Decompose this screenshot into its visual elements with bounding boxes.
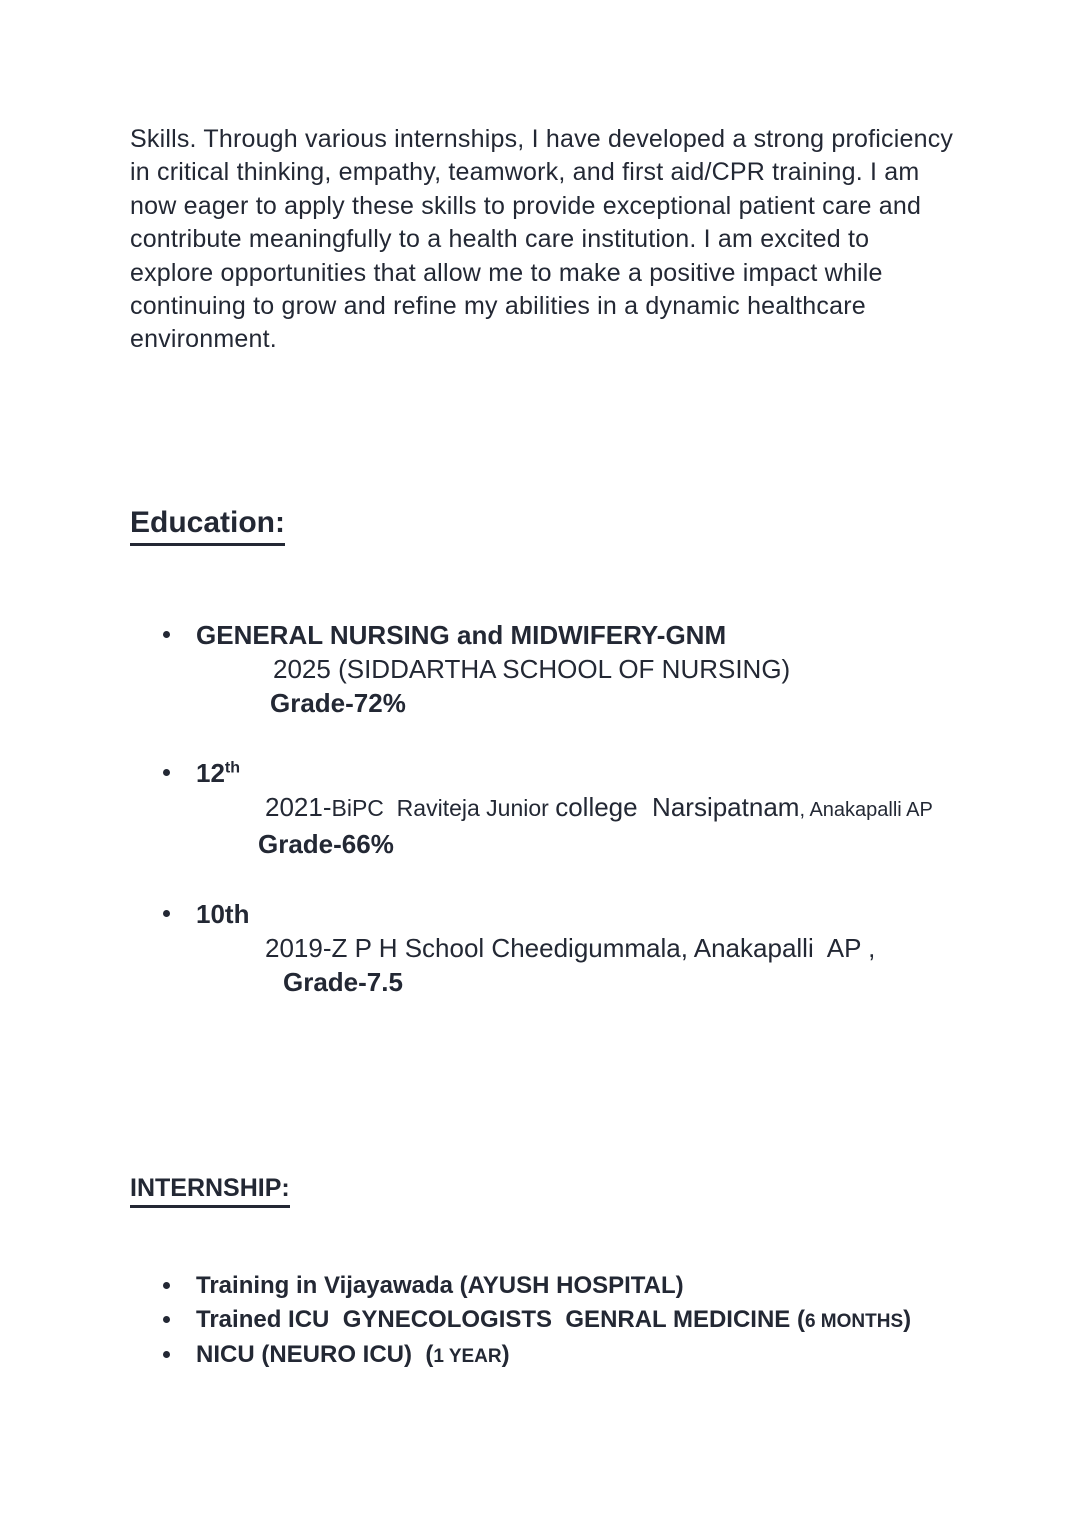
education-item-title: 12th: [196, 757, 241, 788]
education-item-title: GENERAL NURSING and MIDWIFERY-GNM: [196, 619, 727, 650]
education-item-10th: [130, 897, 980, 999]
ordinal-suffix: th: [224, 759, 241, 777]
education-item-grade: Grade-66%: [258, 828, 394, 859]
internship-heading: INTERNSHIP:: [130, 1173, 290, 1208]
bullet-icon: [130, 618, 196, 638]
bullet-icon: [130, 1339, 196, 1358]
summary-paragraph: [130, 123, 980, 357]
summary-line: now eager to apply these skills to provide exceptional patient care and: [130, 191, 922, 220]
summary-line: continuing to grow and refine my abilities in a dynamic healthcare: [130, 292, 866, 321]
education-heading: Education:: [130, 505, 285, 546]
summary-line: contribute meaningfully to a health care institution. I am excited to: [130, 225, 870, 254]
bullet-icon: [130, 1304, 196, 1323]
education-item-gnm: [130, 618, 980, 720]
internship-item-text: Trained ICU GYNECOLOGISTS GENRAL MEDICINE (6 MONTHS): [196, 1306, 912, 1334]
education-list: [130, 618, 980, 999]
education-item-detail: 2021-BiPC Raviteja Junior college Narsipatnam, Anakapalli AP: [265, 791, 933, 822]
summary-line: environment.: [130, 325, 277, 354]
bullet-icon: [130, 756, 196, 776]
internship-list: [130, 1270, 980, 1374]
education-item-12th: [130, 756, 980, 861]
internship-item-text: Training in Vijayawada (AYUSH HOSPITAL): [196, 1271, 684, 1299]
internship-item-text: NICU (NEURO ICU) (1 YEAR): [196, 1340, 510, 1368]
summary-line: Skills. Through various internships, I have developed a strong proficiency: [130, 125, 954, 153]
summary-line: in critical thinking, empathy, teamwork, and first aid/CPR training. I am: [130, 158, 920, 187]
education-item-detail: 2025 (SIDDARTHA SCHOOL OF NURSING): [273, 653, 791, 684]
education-item-detail: 2019-Z P H School Cheedigummala, Anakapalli AP ,: [265, 932, 876, 963]
education-item-title: 10th: [196, 898, 250, 929]
education-item-grade: Grade-7.5: [283, 966, 403, 997]
education-item-grade: Grade-72%: [270, 687, 406, 718]
internship-item: [130, 1304, 980, 1339]
internship-item: [130, 1270, 980, 1305]
summary-line: explore opportunities that allow me to make a positive impact while: [130, 258, 883, 287]
bullet-icon: [130, 1270, 196, 1289]
bullet-icon: [130, 897, 196, 917]
internship-item: [130, 1339, 980, 1374]
